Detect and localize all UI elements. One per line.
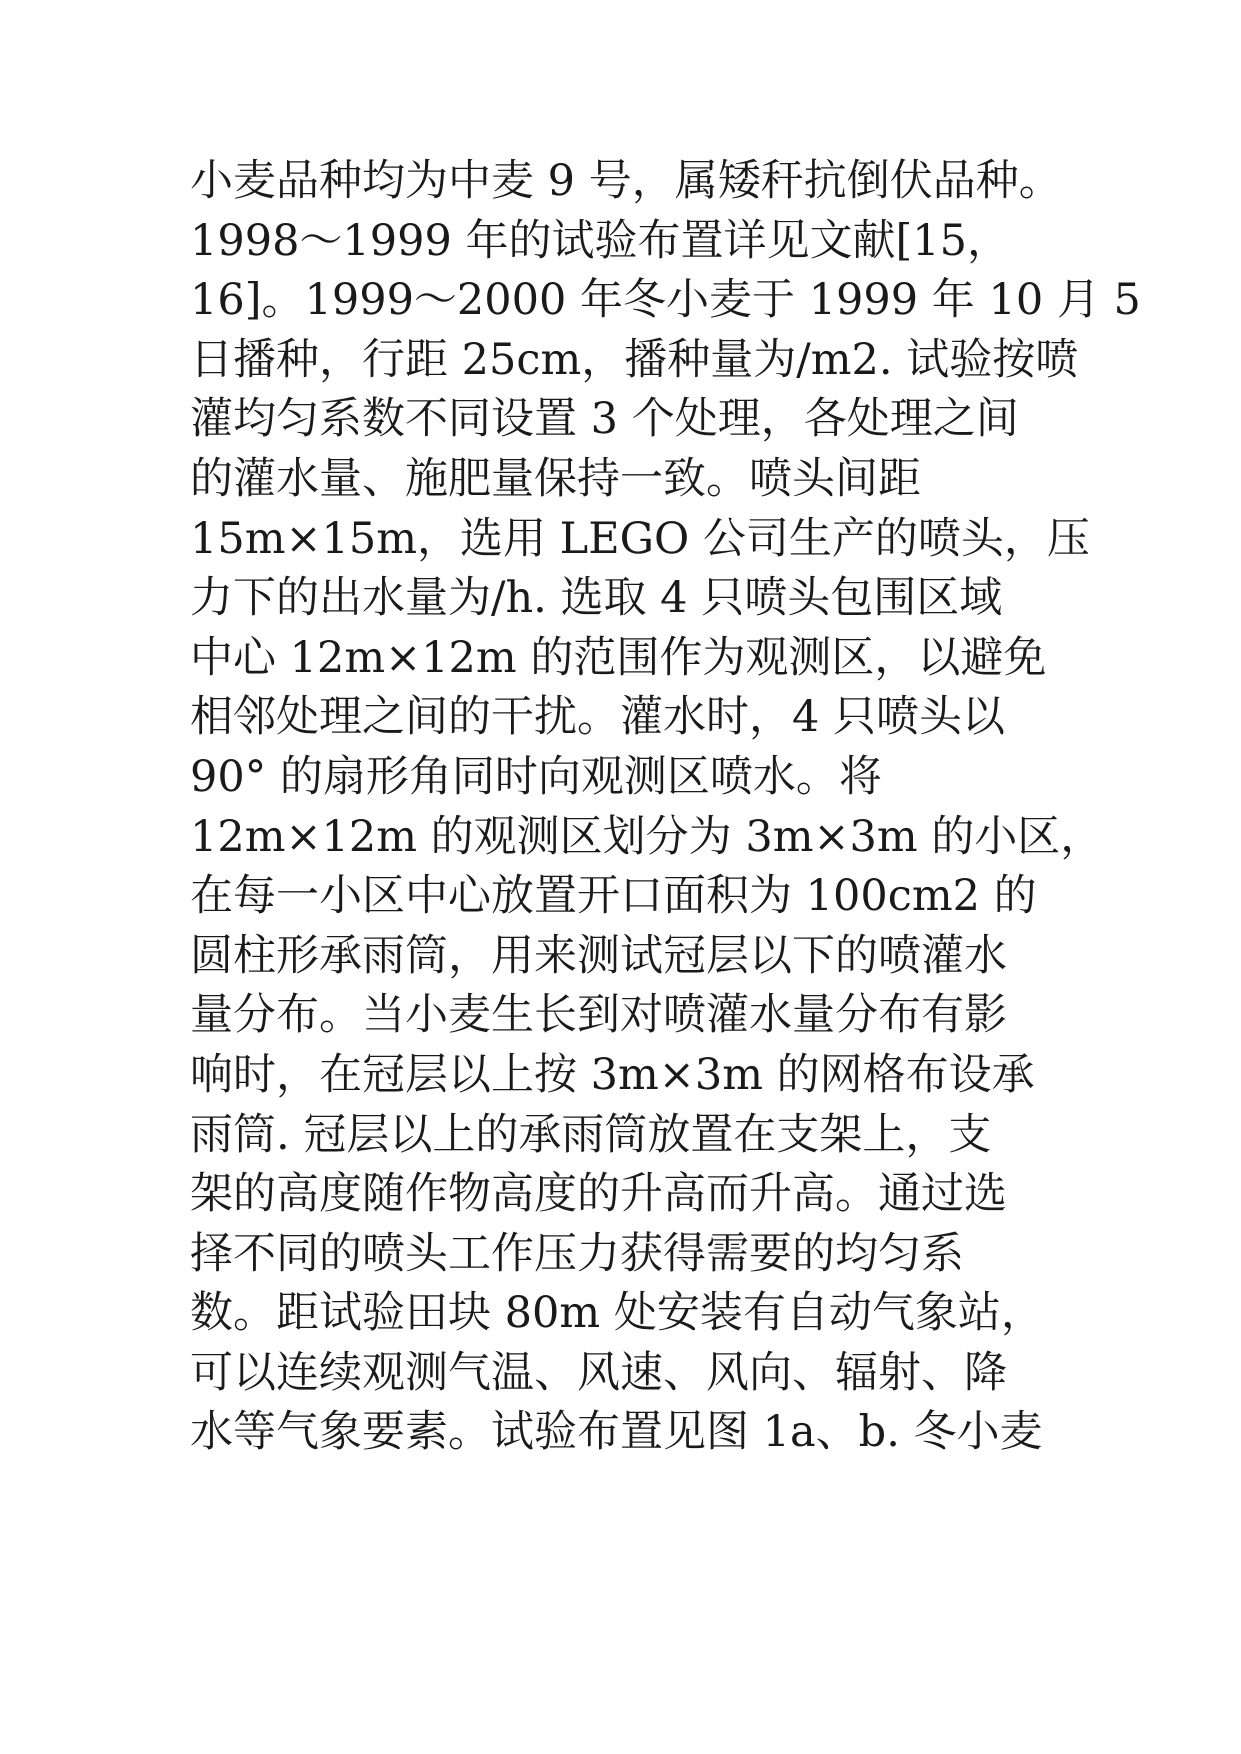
text-line: 15m×15m，选用 LEGO 公司生产的喷头，压 (190, 513, 1090, 564)
text-line: 日播种，行距 25cm，播种量为/m2. 试验按喷 (190, 334, 1079, 385)
text-line: 小麦品种均为中麦 9 号，属矮秆抗倒伏品种。 (190, 156, 1062, 206)
text-line: 数。距试验田块 80m 处安装有自动气象站， (190, 1288, 1044, 1339)
text-line: 量分布。当小麦生长到对喷灌水量分布有影 (190, 990, 1007, 1041)
text-line: 1998～1999 年的试验布置详见文献[15， (190, 215, 1011, 266)
body-paragraph (190, 152, 1141, 1463)
text-line: 灌均匀系数不同设置 3 个处理，各处理之间 (190, 394, 1019, 445)
text-line: 的灌水量、施肥量保持一致。喷头间距 (190, 453, 921, 504)
text-line: 水等气象要素。试验布置见图 1a、b. 冬小麦 (190, 1407, 1043, 1458)
text-line: 力下的出水量为/h. 选取 4 只喷头包围区域 (190, 573, 1003, 624)
text-line: 择不同的喷头工作压力获得需要的均匀系 (190, 1228, 964, 1279)
text-line: 中心 12m×12m 的范围作为观测区，以避免 (190, 632, 1047, 683)
text-line: 雨筒. 冠层以上的承雨筒放置在支架上，支 (190, 1109, 992, 1160)
text-line: 响时，在冠层以上按 3m×3m 的网格布设承 (190, 1049, 1035, 1100)
text-line: 相邻处理之间的干扰。灌水时，4 只喷头以 (190, 692, 1006, 743)
text-line: 架的高度随作物高度的升高而升高。通过选 (190, 1169, 1007, 1220)
text-line: 16]。1999～2000 年冬小麦于 1999 年 10 月 5 (190, 275, 1141, 326)
text-line: 可以连续观测气温、风速、风向、辐射、降 (190, 1347, 1007, 1398)
text-line: 12m×12m 的观测区划分为 3m×3m 的小区， (190, 811, 1104, 862)
text-line: 在每一小区中心放置开口面积为 100cm2 的 (190, 871, 1037, 922)
text-line: 90° 的扇形角同时向观测区喷水。将 (190, 751, 882, 802)
text-line: 圆柱形承雨筒，用来测试冠层以下的喷灌水 (190, 930, 1007, 981)
